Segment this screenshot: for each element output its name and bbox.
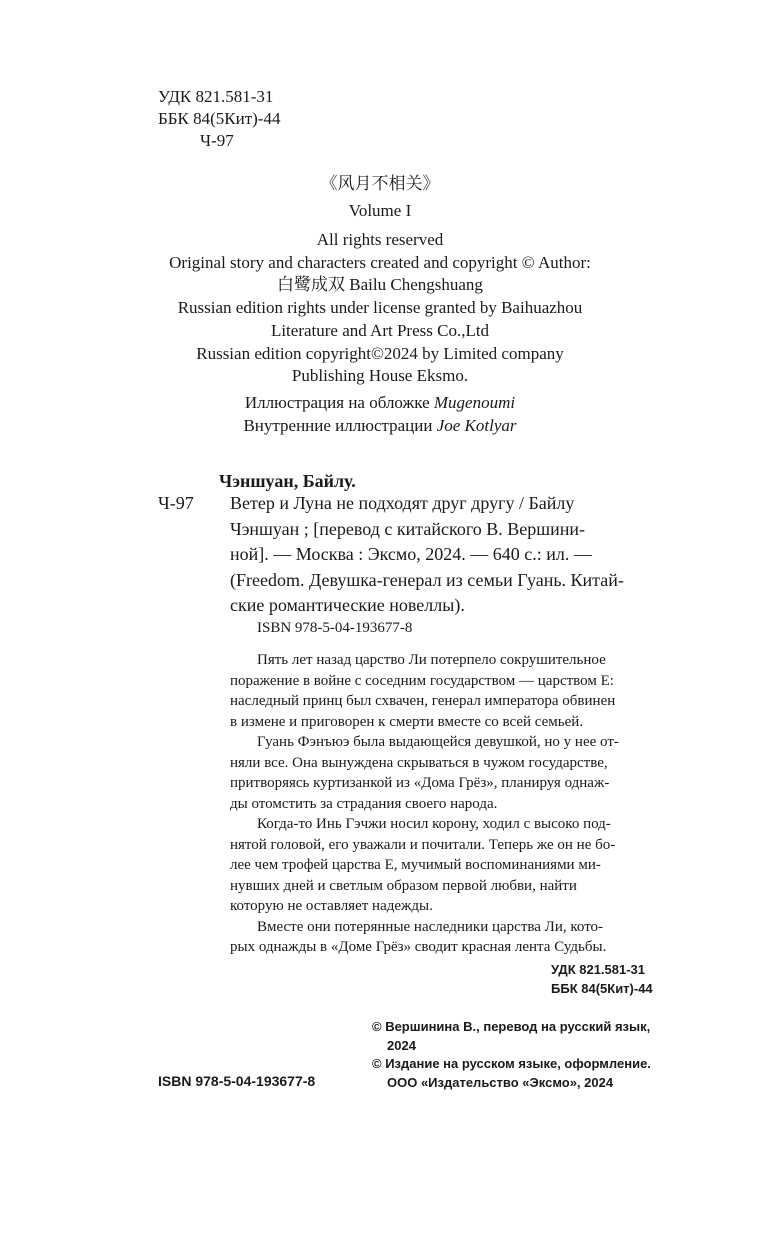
description-line: Чэншуан ; [перевод с китайского В. Вершини-	[230, 518, 586, 539]
rights-line: Literature and Art Press Co.,Ltd	[270, 320, 490, 340]
copyright-notices	[372, 1018, 651, 1092]
rights-line: All rights reserved	[316, 230, 444, 249]
rights-line: Russian edition copyright©2024 by Limited company	[196, 343, 564, 363]
footer-udk: УДК 821.581-31	[551, 962, 646, 977]
rights-block	[130, 229, 630, 388]
illustration-credits	[130, 392, 630, 437]
annotation-line: ды отомстить за страдания своего народа.	[230, 795, 498, 812]
annotation-line: нятой головой, его уважали и почитали. Теперь же он не бо-	[230, 836, 616, 853]
annotation-line: поражение в войне с соседним государством — царством Е:	[230, 672, 614, 689]
bbk-code: ББК 84(5Кит)-44	[158, 109, 281, 128]
cover-illustrator: Mugenoumi	[433, 393, 516, 412]
rights-line: Publishing House Eksmo.	[291, 366, 469, 386]
bibliographic-author-mark: Ч-97	[158, 493, 194, 513]
rights-line: Original story and characters created and copyright © Author:	[169, 252, 591, 272]
cover-illustration-credit	[130, 392, 630, 415]
udk-code: УДК 821.581-31	[158, 87, 274, 106]
copyright-line: ООО «Издательство «Эксмо», 2024	[387, 1074, 614, 1090]
annotation-line: Пять лет назад царство Ли потерпело сокрушительное	[257, 652, 606, 668]
annotation-line: Вместе они потерянные наследники царства Ли, кото-	[257, 918, 604, 935]
copyright-line: © Вершинина В., перевод на русский язык,	[372, 1019, 651, 1034]
rights-line: Russian edition rights under license granted by Baihuazhou	[177, 298, 583, 318]
inner-illustration-label: Внутренние иллюстрации	[243, 415, 433, 435]
original-title: 《风月不相关》	[320, 174, 440, 193]
cover-illustration-label: Иллюстрация на обложке	[244, 393, 430, 412]
rights-line: 白鹭成双 Bailu Chengshuang	[277, 275, 483, 295]
footer-isbn: ISBN 978-5-04-193677-8	[158, 1073, 316, 1089]
annotation-line: рых однажды в «Доме Грёз» сводит красная лента Судьбы.	[230, 939, 607, 955]
description-line: ной]. — Москва : Эксмо, 2024. — 640 с.: ил. —	[230, 544, 592, 564]
annotation-line: наследный принц был схвачен, генерал императора обвинен	[230, 693, 616, 709]
description-line: Ветер и Луна не подходят друг другу / Байлу	[230, 493, 575, 513]
copyright-line: 2024	[387, 1037, 416, 1053]
footer-bbk: ББК 84(5Кит)-44	[551, 981, 653, 996]
annotation-line: няли все. Она вынуждена скрываться в чужом государстве,	[230, 754, 608, 771]
copyright-line: © Издание на русском языке, оформление.	[372, 1056, 651, 1071]
annotation-line: Когда-то Инь Гэчжи носил корону, ходил с высоко под-	[257, 816, 611, 832]
annotation-line: в измене и приговорен к смерти вместе со всей семьей.	[230, 713, 584, 730]
bibliographic-description	[230, 491, 674, 619]
annotation-line: нувших дней и светлым образом первой любви, найти	[230, 877, 577, 894]
annotation-line: которую не оставляет надежды.	[230, 898, 433, 914]
author-heading: Чэншуан, Байлу.	[219, 471, 356, 491]
inner-illustration-credit	[130, 415, 630, 438]
classification-codes	[158, 86, 280, 152]
description-line: (Freedom. Девушка-генерал из семьи Гуань. Китай-	[230, 569, 624, 590]
inner-illustrator: Joe Kotlyar	[436, 415, 517, 435]
footer-codes	[551, 960, 653, 998]
volume-label: Volume I	[348, 201, 412, 220]
description-line: ские романтические новеллы).	[230, 595, 465, 615]
annotation-line: Гуань Фэнъюэ была выдающейся девушкой, но у нее от-	[257, 734, 619, 750]
annotation-line: лее чем трофей царства Е, мучимый воспоминаниями ми-	[230, 857, 601, 873]
annotation-line: притворяясь куртизанкой из «Дома Грёз», планируя однаж-	[230, 775, 610, 791]
isbn-record: ISBN 978-5-04-193677-8	[257, 620, 413, 636]
author-mark: Ч-97	[200, 131, 234, 150]
annotation	[230, 650, 674, 958]
